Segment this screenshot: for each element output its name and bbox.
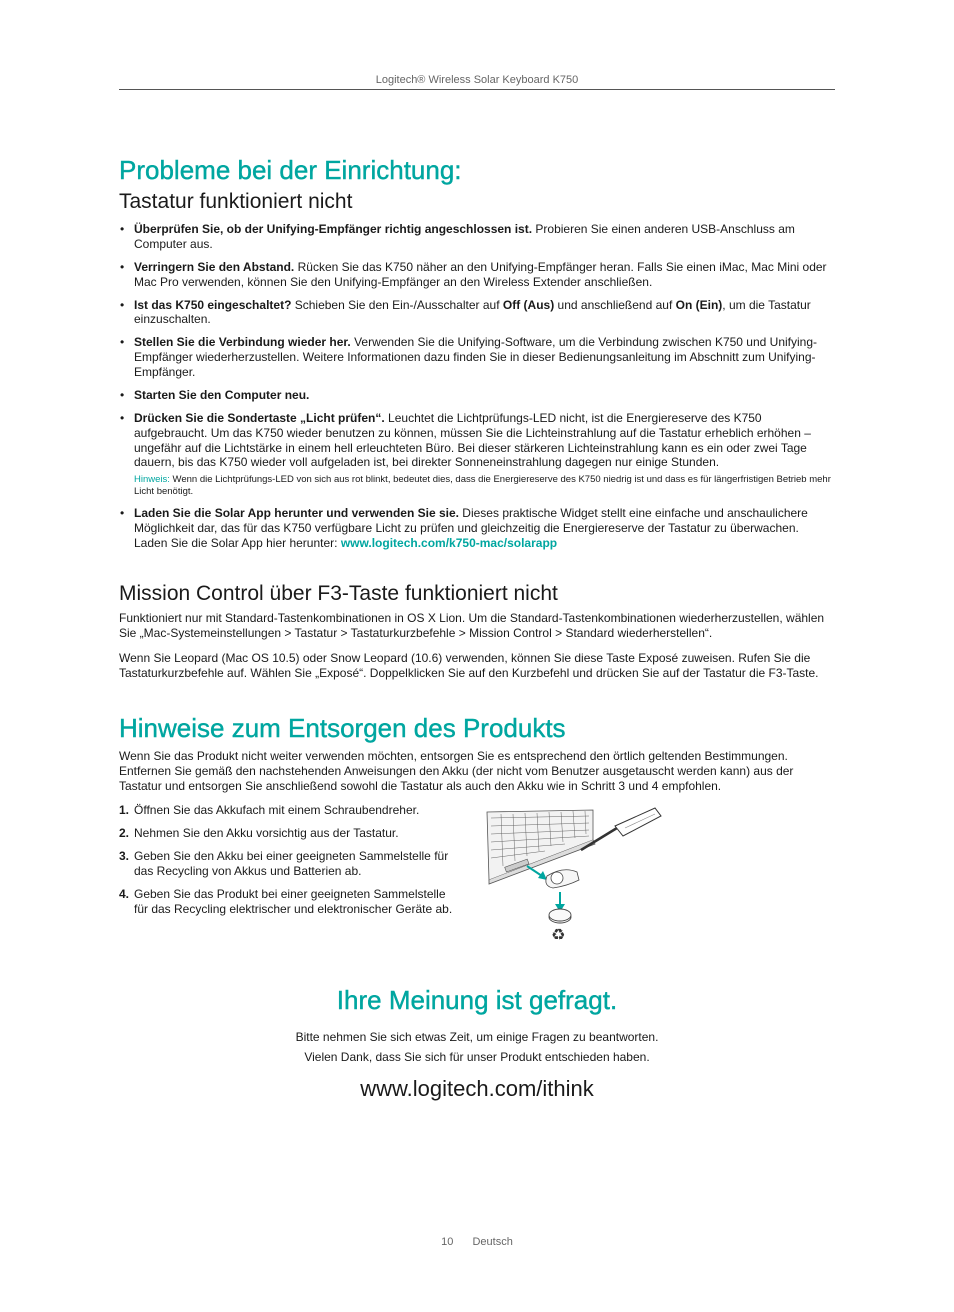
keyboard-screwdriver-diagram bbox=[485, 806, 675, 946]
subtitle-mission-control: Mission Control über F3-Taste funktioniert nicht bbox=[119, 582, 558, 605]
step-item: 3. Geben Sie den Akku bei einer geeigneten Sammelstelle für das Recycling von Akkus und Batterien ab. bbox=[119, 849, 449, 879]
list-item: • Drücken Sie die Sondertaste „Licht prüfen“. Leuchtet die Lichtprüfungs-LED nicht, ist die Energiereserve des K750 aufgebraucht. Um das K750 wieder benutzen zu können, müssen Sie die Lichteinstrahlung auf die Tastatur erheblich erhöhen – ungefähr auf die Lichtstärke in einem hell erleuchteten Büro. Bei dieser stärkeren Lichteinstrahlung kann es ein oder zwei Tage dauern, bis das K750 wieder voll aufgeladen ist, bei direkter Sonneneinstrahlung dagegen nur einige Stunden. Hinweis: Wenn die Lichtprüfungs-LED von sich aus rot blinkt, bedeutet dies, dass die Energiereserve des K750 niedrig ist und dass es für längerfristigen Betrieb mehr Licht benötigt. bbox=[119, 411, 835, 498]
section-title-feedback: Ihre Meinung ist gefragt. bbox=[336, 985, 618, 1015]
list-item: • Starten Sie den Computer neu. bbox=[119, 388, 835, 403]
page-footer bbox=[119, 1236, 835, 1248]
subtitle-keyboard-not-working: Tastatur funktioniert nicht bbox=[119, 190, 353, 213]
list-item: • Ist das K750 eingeschaltet? Schieben Sie den Ein-/Ausschalter auf Off (Aus) und anschließend auf On (Ein), um die Tastatur einzuschalten. bbox=[119, 298, 835, 328]
feedback-line-1: Bitte nehmen Sie sich etwas Zeit, um einige Fragen zu beantworten. bbox=[295, 1030, 659, 1044]
feedback-line-2: Vielen Dank, dass Sie sich für unser Produkt entschieden haben. bbox=[304, 1050, 650, 1064]
solar-app-link[interactable]: www.logitech.com/k750-mac/solarapp bbox=[340, 535, 558, 550]
running-header: Logitech® Wireless Solar Keyboard K750 bbox=[375, 74, 579, 86]
step-item: 4. Geben Sie das Produkt bei einer geeigneten Sammelstelle für das Recycling elektrischer und elektronischer Geräte ab. bbox=[119, 887, 453, 917]
troubleshooting-list bbox=[119, 222, 835, 559]
disposal-intro: Wenn Sie das Produkt nicht weiter verwenden möchten, entsorgen Sie es entsprechend den örtlich geltenden Bestimmungen. Entfernen Sie gemäß den nachstehenden Anweisungen den Akku (der nicht vom Benutzer ausgetauscht werden kann) aus der Tastatur und entsorgen Sie anschließend sowohl die Tastatur als auch den Akku wie in Schritt 3 und 4 empfohlen. bbox=[119, 749, 794, 793]
page-number: 10 bbox=[441, 1236, 454, 1248]
section-title-setup-problems: Probleme bei der Einrichtung: bbox=[119, 155, 462, 185]
footer-language: Deutsch bbox=[472, 1236, 513, 1248]
feedback-heading-wrapper bbox=[119, 985, 835, 1016]
step-item: 1. Öffnen Sie das Akkufach mit einem Schraubendreher. bbox=[119, 803, 420, 817]
mission-control-paragraph-2: Wenn Sie Leopard (Mac OS 10.5) oder Snow Leopard (10.6) verwenden, können Sie diese Taste Exposé zuweisen. Rufen Sie die Tastaturkurzbefehle auf. Wählen Sie „Exposé“. Doppelklicken Sie auf den Kurzbefehl und drücken Sie auf der Tastatur die F3-Taste. bbox=[119, 651, 819, 680]
section-title-disposal: Hinweise zum Entsorgen des Produkts bbox=[119, 713, 566, 743]
step-item: 2. Nehmen Sie den Akku vorsichtig aus der Tastatur. bbox=[119, 826, 399, 841]
battery-removal-illustration bbox=[485, 806, 675, 946]
disposal-steps bbox=[119, 803, 459, 925]
mission-control-paragraph-1: Funktioniert nur mit Standard-Tastenkombinationen in OS X Lion. Um die Standard-Tastenkombinationen wiederherzustellen, wählen Sie „Mac-Systemeinstellungen > Tastatur > Tastaturkurzbefehle > Mission Control > Standard wiederherstellen“. bbox=[119, 611, 825, 640]
feedback-url-link[interactable]: www.logitech.com/ithink bbox=[360, 1076, 594, 1101]
note: Hinweis: Wenn die Lichtprüfungs-LED von sich aus rot blinkt, bedeutet dies, dass die Energiereserve des K750 niedrig ist und dass es für längerfristigen Betrieb mehr Licht benötigt. bbox=[134, 474, 831, 498]
list-item: • Laden Sie die Solar App herunter und verwenden Sie sie. Dieses praktische Widget stellt eine einfache und anschaulichere Möglichkeit dar, das für das K750 verfügbare Licht zu prüfen und gleichzeitig die Energiereserve der Tastatur zu überwachen. Laden Sie die Solar App hier herunter: www.logitech.com/k750-mac/solarapp bbox=[119, 506, 835, 550]
header-rule bbox=[119, 89, 835, 90]
recycle-icon: ♻ bbox=[551, 925, 566, 944]
list-item: • Verringern Sie den Abstand. Rücken Sie das K750 näher an den Unifying-Empfänger heran. Falls Sie einen iMac, Mac Mini oder Mac Pro verwenden, können Sie den Unifying-Empfänger an den Wireless Extender anschließen. bbox=[119, 260, 835, 290]
list-item: • Stellen Sie die Verbindung wieder her. Verwenden Sie die Unifying-Software, um die Verbindung zwischen K750 und Unifying-Empfänger wiederherzustellen. Weitere Informationen dazu finden Sie in dieser Bedienungsanleitung im Abschnitt zum Unifying-Empfänger. bbox=[119, 335, 835, 379]
list-item: • Überprüfen Sie, ob der Unifying-Empfänger richtig angeschlossen ist. Probieren Sie einen anderen USB-Anschluss am Computer aus. bbox=[119, 222, 835, 252]
note-label: Hinweis: bbox=[134, 474, 170, 486]
